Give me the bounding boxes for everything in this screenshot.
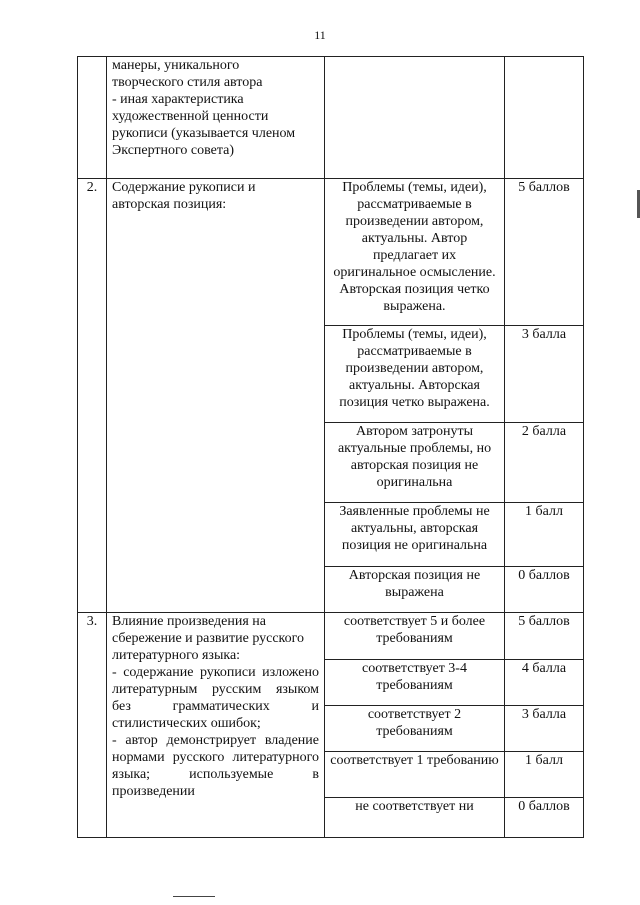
- evaluation-criteria-table: [77, 56, 584, 838]
- level-description: Заявленные проблемы не актуальны, авторская позиция не оригинальна: [325, 503, 505, 567]
- criterion-item: - автор демонстрирует владение нормами русского литературного языка; используемые в произведении: [112, 733, 319, 799]
- criterion-item: - содержание рукописи изложено литературным русским языком без грамматических и стилистических ошибок;: [112, 665, 319, 731]
- level-points: 5 баллов: [505, 613, 584, 660]
- level-description: Авторская позиция не выражена: [325, 567, 505, 613]
- level-description: соответствует 5 и более требованиям: [325, 613, 505, 660]
- level-description: не соответствует ни: [325, 798, 505, 838]
- level-description: Проблемы (темы, идеи), рассматриваемые в произведении автором, актуальны. Автор предлагает их оригинальное осмысление. Авторская позиция четко выражена.: [325, 179, 505, 326]
- row-number: 3.: [78, 613, 107, 838]
- level-points: 0 баллов: [505, 798, 584, 838]
- level-points: 2 балла: [505, 423, 584, 503]
- level-points: 1 балл: [505, 503, 584, 567]
- level-points: [505, 57, 584, 179]
- row-number: 2.: [78, 179, 107, 613]
- level-points: 3 балла: [505, 326, 584, 423]
- criterion-text: Содержание рукописи и авторская позиция:: [112, 180, 256, 212]
- level-points: 0 баллов: [505, 567, 584, 613]
- page-number: 11: [314, 28, 326, 42]
- level-points: 1 балл: [505, 752, 584, 798]
- table-row: [78, 179, 584, 326]
- row-number: [78, 57, 107, 179]
- level-points: 4 балла: [505, 660, 584, 706]
- level-points: 3 балла: [505, 706, 584, 752]
- table-row: [78, 57, 584, 179]
- footnote-rule: [173, 896, 215, 897]
- criterion-text: манеры, уникального творческого стиля автора - иная характеристика художественной ценности рукописи (указывается членом Экспертного совета): [112, 58, 296, 158]
- level-description: соответствует 1 требованию: [325, 752, 505, 798]
- criterion-intro: Влияние произведения на сбережение и развитие русского литературного языка:: [112, 614, 305, 663]
- table-row: [78, 613, 584, 660]
- level-description: соответствует 3-4 требованиям: [325, 660, 505, 706]
- criterion-cell: [107, 613, 325, 838]
- level-description: [325, 57, 505, 179]
- criterion-cell: [107, 57, 325, 179]
- level-description: соответствует 2 требованиям: [325, 706, 505, 752]
- level-points: 5 баллов: [505, 179, 584, 326]
- criterion-cell: [107, 179, 325, 613]
- level-description: Проблемы (темы, идеи), рассматриваемые в произведении автором, актуальны. Авторская позиция четко выражена.: [325, 326, 505, 423]
- level-description: Автором затронуты актуальные проблемы, но авторская позиция не оригинальна: [325, 423, 505, 503]
